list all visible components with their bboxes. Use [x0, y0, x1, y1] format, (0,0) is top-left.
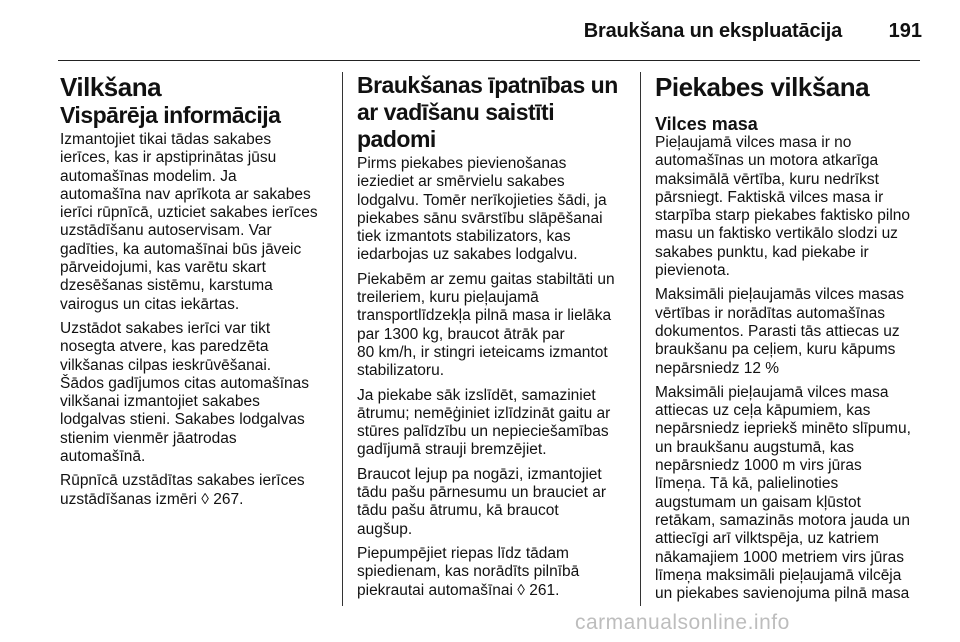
paragraph: Pirms piekabes pievienošanas ieziediet ar smērvielu sakabes lodgalvu. Tomēr nerīkojieties šādi, ja piekabes sānu svārstību slāpēšanai tiek izmantots stabilizators, kas iedarbojas uz sakabes lodgalvu. — [357, 155, 607, 264]
page-reference-arrow-icon: ◊ — [201, 490, 209, 508]
paragraph: Braucot lejup pa nogāzi, izmantojiet tādu pašu pārnesumu un brauciet ar tādu pašu ātrumu, kā braucot augšup. — [357, 465, 607, 538]
header-rule — [58, 60, 920, 61]
page-header — [0, 0, 960, 60]
section-heading-vilksana: Vilkšana — [60, 72, 162, 102]
running-header-title: Braukšana un ekspluatācija — [583, 20, 842, 42]
page-number: 191 — [888, 20, 922, 42]
paragraph: Pieļaujamā vilces masa ir no automašīnas un motora atkarīga maksimālā vērtība, kuru nedrīkst pārsniegt. Faktiskā vilces masa ir starpība starp piekabes faktisko pilno masu un faktisko vertikālo slodzi uz sakabes punktu, kad piekabe ir pievienota. — [655, 134, 911, 280]
column-left — [60, 72, 328, 515]
paragraph-text: Rūpnīcā uzstādītas sakabes ierīces uzstādīšanas izmēri — [60, 472, 305, 508]
paragraph: Piekabēm ar zemu gaitas stabiltāti un treileriem, kuru pieļaujamā transportlīdzekļa pilnā masa ir lielāka par 1300 kg, braucot ātrāk par 80 km/h, ir stingri ieteicams izmantot stabilizatoru. — [357, 270, 615, 380]
page-reference[interactable]: 267. — [208, 490, 244, 508]
page-reference[interactable]: 261. — [524, 581, 560, 599]
section-heading-driving-tips: Braukšanas īpatnības un ar vadīšanu saistīti padomi — [357, 72, 618, 152]
column-divider — [342, 72, 343, 606]
paragraph-text: Piepumpējiet riepas līdz tādam spiedienam, kas norādīts pilnībā piekrautai automašīnai — [357, 544, 580, 599]
subheading-general-info: Vispārēja informācija — [60, 102, 281, 128]
column-right — [655, 72, 923, 609]
paragraph: Maksimāli pieļaujamās vilces masas vērtības ir norādītas automašīnas dokumentos. Parasti tās attiecas uz braukšanu pa ceļiem, kuru kāpums nepārsniedz 12 % — [655, 286, 904, 377]
paragraph: Izmantojiet tikai tādas sakabes ierīces, kas ir apstiprinātas jūsu automašīnas modelim. Ja automašīna nav aprīkota ar sakabes ierīci rūpnīcā, uzticiet sakabes ierīces uzstādīšanu autoservisam. Var gadīties, ka automašīnai būs jāveic pārveidojumi, kas varētu skart dzesēšanas sistēmu, karstuma vairogus un citas iekārtas. — [60, 131, 318, 313]
paragraph: Uzstādot sakabes ierīci var tikt nosegta atvere, kas paredzēta vilkšanas cilpas ieskrūvēšanai. Šādos gadījumos citas automašīnas vilkšanai izmantojiet sakabes lodgalvas stieni. Sakabes lodgalvas stienim vienmēr jāatrodas automašīnā. — [60, 319, 309, 466]
watermark: carmanualsonline.info — [575, 611, 790, 634]
column-middle — [357, 72, 625, 606]
subheading-towing-mass: Vilces masa — [655, 114, 758, 134]
paragraph: Maksimāli pieļaujamā vilces masa attiecas uz ceļa kāpumiem, kas nepārsniedz iepriekš minēto slīpumu, un braukšanu augstumā, kas nepārsniedz 1000 m virs jūras līmeņa. Tā kā, palielinoties augstumam un gaisam kļūstot retākam, samazinās motora jauda un attiecīgi arī vilktspēja, uz katriem nākamajiem 1000 metriem virs jūras līmeņa maksimāli pieļaujamā vilcēja un piekabes savienojuma pilnā masa — [655, 383, 911, 603]
section-heading-trailer-towing: Piekabes vilkšana — [655, 72, 870, 102]
paragraph: Ja piekabe sāk izslīdēt, samaziniet ātrumu; nemēģiniet izlīdzināt gaitu ar stūres palīdzību un nepieciešamības gadījumā strauji bremzējiet. — [357, 386, 611, 459]
column-divider — [640, 72, 641, 606]
page-reference-arrow-icon: ◊ — [517, 581, 525, 599]
paragraph-with-reference — [60, 472, 328, 509]
paragraph-with-reference — [357, 545, 625, 600]
